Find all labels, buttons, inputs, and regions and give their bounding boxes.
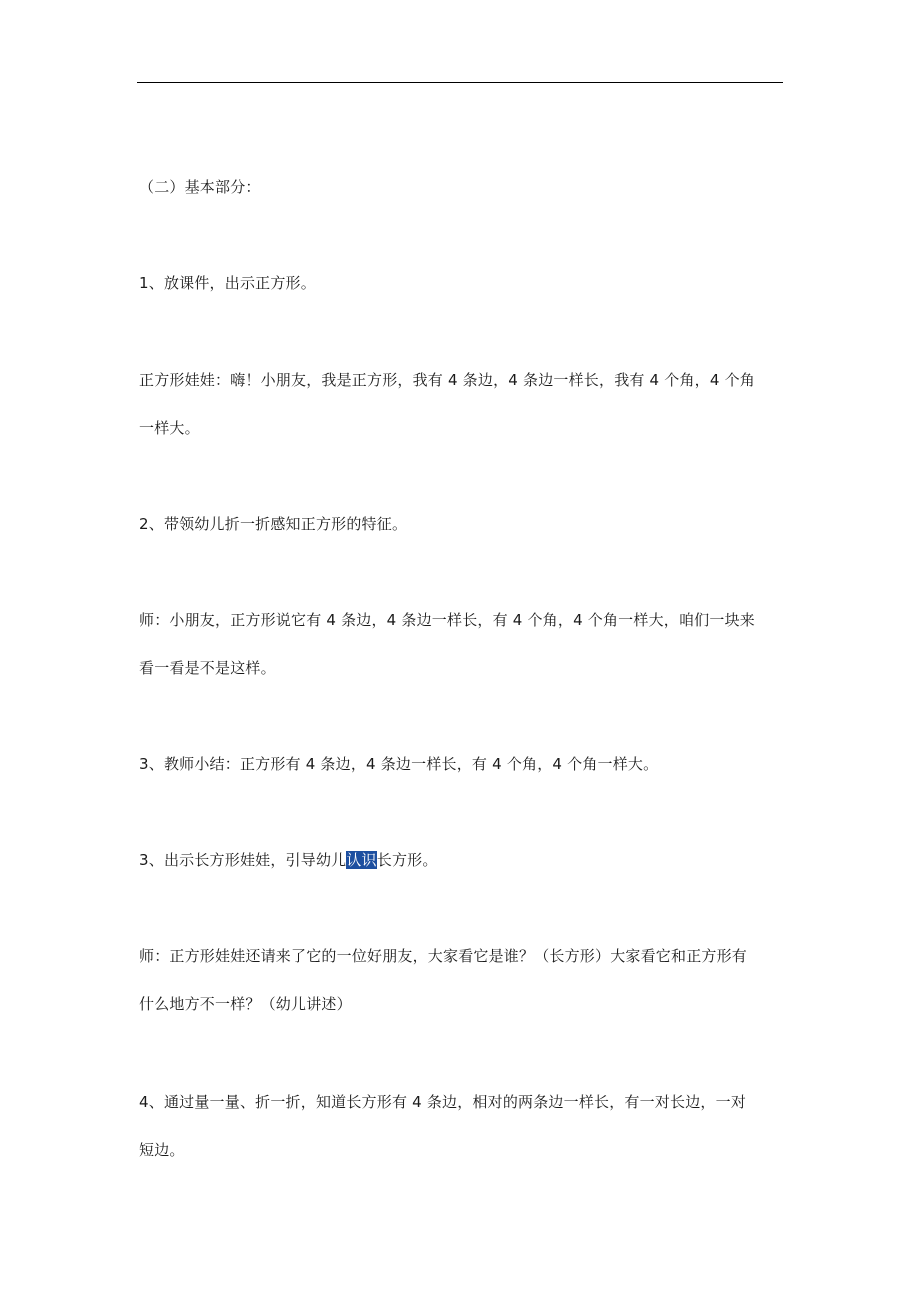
header-rule [137,82,783,83]
paragraph-8-line-1: 4、通过量一量、折一折，知道长方形有 4 条边，相对的两条边一样长，有一对长边，一对 [139,1093,747,1111]
paragraph-6 [139,850,438,870]
paragraph-7-line-1: 师：正方形娃娃还请来了它的一位好朋友，大家看它是谁？（长方形）大家看它和正方形有 [139,947,748,965]
paragraph-2-line-2: 一样大。 [139,419,200,437]
paragraph-1: 1、放课件，出示正方形。 [139,274,316,292]
paragraph-5: 3、教师小结：正方形有 4 条边，4 条边一样长，有 4 个角，4 个角一样大。 [139,755,659,773]
paragraph-2-line-1: 正方形娃娃：嗨！小朋友，我是正方形，我有 4 条边，4 条边一样长，我有 4 个角，4 个角 [139,371,755,389]
selected-text-highlight[interactable]: 认识 [346,851,377,869]
section-heading: （二）基本部分： [139,178,261,196]
paragraph-4-line-2: 看一看是不是这样。 [139,659,276,677]
paragraph-7-line-2: 什么地方不一样？（幼儿讲述） [139,995,352,1013]
paragraph-8-line-2: 短边。 [139,1141,185,1159]
paragraph-3: 2、带领幼儿折一折感知正方形的特征。 [139,515,408,533]
paragraph-6-text-before: 3、出示长方形娃娃，引导幼儿 [139,851,347,869]
paragraph-6-text-after: 长方形。 [376,851,438,869]
paragraph-4-line-1: 师：小朋友，正方形说它有 4 条边，4 条边一样长，有 4 个角，4 个角一样大，咱们一块来 [139,611,755,629]
